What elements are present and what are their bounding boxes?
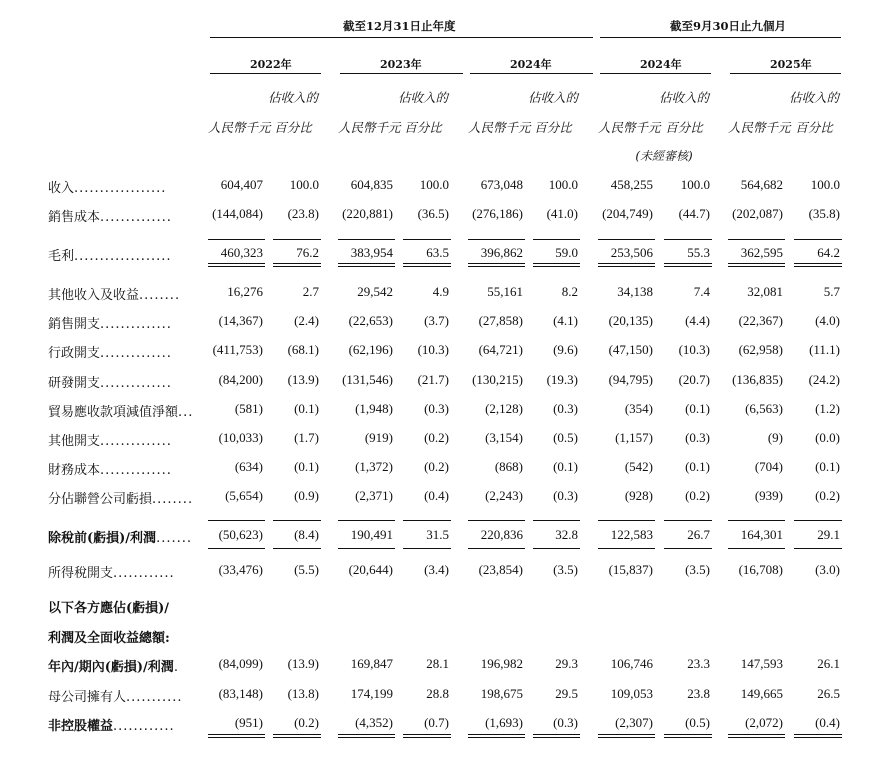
total-double-rule <box>598 734 655 738</box>
cell-percentage: (0.0) <box>815 430 840 445</box>
subtotal-rule <box>403 548 451 549</box>
cell-amount: 29,542 <box>357 284 393 299</box>
cell-percentage: 28.1 <box>426 656 449 671</box>
cell-amount: (411,753) <box>212 342 263 357</box>
row-label-text: 非控股權益 <box>48 719 114 734</box>
cell-percentage: (13.8) <box>287 686 319 701</box>
cell-percentage: 31.5 <box>426 527 449 542</box>
subtotal-rule <box>598 548 655 549</box>
total-double-rule <box>208 263 265 267</box>
row-label-text: 收入 <box>48 181 75 196</box>
cell-amount: 198,675 <box>480 686 523 701</box>
row-label <box>48 206 195 225</box>
total-double-rule <box>598 263 655 267</box>
cell-percentage: (24.2) <box>808 372 840 387</box>
cell-percentage: (23.8) <box>287 206 319 221</box>
cell-percentage: 7.4 <box>693 284 710 299</box>
subtotal-rule <box>794 239 842 240</box>
cell-percentage: (36.5) <box>417 206 449 221</box>
total-double-rule <box>728 734 785 738</box>
row-leader-dots: ............ <box>113 719 175 734</box>
total-double-rule <box>338 734 395 738</box>
group-rule-nine-months <box>600 37 841 38</box>
cell-amount: (84,099) <box>218 656 263 671</box>
cell-percentage: (0.3) <box>424 401 449 416</box>
row-label <box>48 342 195 361</box>
cell-percentage: 23.3 <box>687 656 710 671</box>
cell-percentage: 5.7 <box>823 284 840 299</box>
row-leader-dots: .............. <box>100 376 172 391</box>
group-rule-annual <box>210 37 593 38</box>
cell-amount: (50,623) <box>218 527 263 542</box>
cell-percentage: (19.3) <box>546 372 578 387</box>
row-label-text: 所得稅開支 <box>48 566 114 581</box>
year-rule-2024 <box>470 73 593 74</box>
year-2023: 2023年 <box>380 58 422 71</box>
cell-amount: (1,157) <box>615 430 653 445</box>
cell-amount: 106,746 <box>610 656 653 671</box>
row-label <box>48 656 195 675</box>
cell-amount: (581) <box>234 401 263 416</box>
row-label-text: 母公司擁有人 <box>48 690 127 705</box>
row-label <box>48 430 195 449</box>
row-leader-dots: .............. <box>100 434 172 449</box>
row-label <box>48 401 195 420</box>
cell-percentage: 100.0 <box>680 177 710 192</box>
subtotal-rule <box>468 548 525 549</box>
cell-percentage: 63.5 <box>426 245 449 260</box>
cell-amount: 604,407 <box>220 177 263 192</box>
cell-amount: (23,854) <box>478 562 523 577</box>
cell-percentage: (0.5) <box>685 715 710 730</box>
row-label-text: 銷售成本 <box>48 210 101 225</box>
cell-percentage: 8.2 <box>561 284 578 299</box>
row-leader-dots: .............. <box>100 463 172 478</box>
col-header-amount: 人民幣千元 <box>208 120 271 135</box>
cell-percentage: 29.1 <box>817 527 840 542</box>
subtotal-rule <box>598 520 655 521</box>
cell-percentage: (0.1) <box>294 459 319 474</box>
cell-percentage: (11.1) <box>809 342 840 357</box>
subtotal-rule <box>728 548 785 549</box>
unaudited-note: (未經審核) <box>635 149 693 163</box>
cell-percentage: (0.2) <box>815 488 840 503</box>
cell-amount: (62,196) <box>348 342 393 357</box>
row-leader-dots: .................. <box>74 181 167 196</box>
cell-percentage: (8.4) <box>294 527 319 542</box>
col-header-amount: 人民幣千元 <box>338 120 401 135</box>
cell-percentage: (0.3) <box>553 401 578 416</box>
cell-percentage: (0.3) <box>553 488 578 503</box>
cell-amount: (14,367) <box>218 313 263 328</box>
total-double-rule <box>533 263 580 267</box>
subtotal-rule <box>208 548 265 549</box>
row-label <box>48 527 195 546</box>
year-2024-nine-months: 2024年 <box>640 58 682 71</box>
cell-amount: (276,186) <box>472 206 523 221</box>
cell-amount: (939) <box>754 488 783 503</box>
cell-percentage: (10.3) <box>417 342 449 357</box>
cell-percentage: (13.9) <box>287 372 319 387</box>
row-label-text: 年內/期內(虧損)/利潤 <box>48 660 174 675</box>
subtotal-rule <box>403 239 451 240</box>
cell-percentage: 100.0 <box>810 177 840 192</box>
cell-percentage: 26.7 <box>687 527 710 542</box>
total-double-rule <box>468 263 525 267</box>
col-header-pct-line1: 佔收入的 <box>788 90 839 105</box>
cell-amount: 34,138 <box>617 284 653 299</box>
cell-amount: 169,847 <box>350 656 393 671</box>
cell-amount: (542) <box>624 459 653 474</box>
cell-percentage: (0.1) <box>553 459 578 474</box>
cell-amount: 174,199 <box>350 686 393 701</box>
col-header-pct-line2: 百分比 <box>404 120 442 135</box>
row-label-text: 貿易應收款項減值淨額 <box>48 405 179 420</box>
subtotal-rule <box>664 520 712 521</box>
cell-percentage: (0.1) <box>685 459 710 474</box>
cell-percentage: (9.6) <box>553 342 578 357</box>
cell-amount: (1,693) <box>485 715 523 730</box>
subtotal-rule <box>338 239 395 240</box>
cell-amount: 253,506 <box>610 245 653 260</box>
total-double-rule <box>338 263 395 267</box>
subtotal-rule <box>728 520 785 521</box>
row-leader-dots: ... <box>178 405 194 420</box>
cell-amount: (27,858) <box>478 313 523 328</box>
cell-amount: (62,958) <box>738 342 783 357</box>
cell-percentage: 64.2 <box>817 245 840 260</box>
cell-percentage: (5.5) <box>294 562 319 577</box>
subtotal-rule <box>273 548 321 549</box>
cell-percentage: 100.0 <box>548 177 578 192</box>
cell-amount: (204,749) <box>602 206 653 221</box>
year-2022: 2022年 <box>250 58 292 71</box>
subtotal-rule <box>533 520 580 521</box>
row-label-text: 分佔聯營公司虧損 <box>48 492 153 507</box>
cell-percentage: (0.4) <box>424 488 449 503</box>
total-double-rule <box>728 263 785 267</box>
cell-amount: (47,150) <box>608 342 653 357</box>
total-double-rule <box>794 734 842 738</box>
cell-amount: (15,837) <box>608 562 653 577</box>
cell-percentage: (13.9) <box>287 656 319 671</box>
cell-amount: (919) <box>364 430 393 445</box>
col-header-pct-line2: 百分比 <box>534 120 572 135</box>
cell-amount: (2,371) <box>355 488 393 503</box>
subtotal-rule <box>273 520 321 521</box>
subtotal-rule <box>338 520 395 521</box>
row-leader-dots: ....... <box>156 531 192 546</box>
cell-percentage: (3.5) <box>685 562 710 577</box>
cell-percentage: 32.8 <box>555 527 578 542</box>
total-double-rule <box>794 263 842 267</box>
row-label-text: 財務成本 <box>48 463 101 478</box>
cell-amount: (33,476) <box>218 562 263 577</box>
row-label <box>48 715 195 734</box>
col-header-pct-line2: 百分比 <box>274 120 312 135</box>
total-double-rule <box>533 734 580 738</box>
cell-percentage: (0.1) <box>815 459 840 474</box>
cell-percentage: (44.7) <box>678 206 710 221</box>
total-double-rule <box>208 734 265 738</box>
subtotal-rule <box>794 520 842 521</box>
cell-amount: (951) <box>234 715 263 730</box>
cell-amount: (10,033) <box>218 430 263 445</box>
cell-percentage: (10.3) <box>678 342 710 357</box>
row-label-text: 其他收入及收益 <box>48 288 140 303</box>
cell-percentage: (3.5) <box>553 562 578 577</box>
cell-amount: (928) <box>624 488 653 503</box>
cell-amount: 32,081 <box>747 284 783 299</box>
cell-amount: 396,862 <box>480 245 523 260</box>
cell-amount: (704) <box>754 459 783 474</box>
row-label-text: 研發開支 <box>48 376 101 391</box>
col-header-amount: 人民幣千元 <box>598 120 661 135</box>
cell-amount: (64,721) <box>478 342 523 357</box>
row-label-text: 行政開支 <box>48 346 101 361</box>
cell-percentage: (2.4) <box>294 313 319 328</box>
cell-percentage: (0.2) <box>294 715 319 730</box>
cell-amount: (136,835) <box>732 372 783 387</box>
cell-percentage: 29.3 <box>555 656 578 671</box>
cell-percentage: (4.0) <box>815 313 840 328</box>
row-leader-dots: . <box>173 660 179 675</box>
group-title-nine-months: 截至9月30日止九個月 <box>670 19 787 33</box>
cell-amount: (144,084) <box>212 206 263 221</box>
row-label <box>48 177 195 196</box>
cell-percentage: 100.0 <box>419 177 449 192</box>
subtotal-rule <box>468 239 525 240</box>
row-label <box>48 686 195 705</box>
cell-amount: (1,948) <box>355 401 393 416</box>
cell-amount: (220,881) <box>342 206 393 221</box>
cell-amount: (1,372) <box>355 459 393 474</box>
cell-amount: (2,072) <box>745 715 783 730</box>
subtotal-rule <box>468 520 525 521</box>
cell-amount: 164,301 <box>740 527 783 542</box>
cell-percentage: 55.3 <box>687 245 710 260</box>
row-leader-dots: .............. <box>100 210 172 225</box>
cell-percentage: (0.3) <box>685 430 710 445</box>
cell-amount: 362,595 <box>740 245 783 260</box>
cell-amount: (3,154) <box>485 430 523 445</box>
cell-percentage: (68.1) <box>287 342 319 357</box>
cell-percentage: 100.0 <box>289 177 319 192</box>
year-2024: 2024年 <box>510 58 552 71</box>
subtotal-rule <box>794 548 842 549</box>
cell-amount: 564,682 <box>740 177 783 192</box>
total-double-rule <box>664 734 712 738</box>
row-leader-dots: .............. <box>100 317 172 332</box>
cell-percentage: 26.5 <box>817 686 840 701</box>
row-leader-dots: ........... <box>126 690 183 705</box>
cell-amount: 109,053 <box>610 686 653 701</box>
col-header-pct-line1: 佔收入的 <box>267 90 318 105</box>
subtotal-rule <box>208 520 265 521</box>
cell-percentage: 23.8 <box>687 686 710 701</box>
cell-percentage: (35.8) <box>808 206 840 221</box>
row-label-text: 其他開支 <box>48 434 101 449</box>
cell-percentage: (0.1) <box>294 401 319 416</box>
cell-percentage: (0.2) <box>685 488 710 503</box>
cell-percentage: 59.0 <box>555 245 578 260</box>
cell-percentage: (4.1) <box>553 313 578 328</box>
cell-percentage: (21.7) <box>417 372 449 387</box>
cell-percentage: (0.9) <box>294 488 319 503</box>
cell-amount: (2,243) <box>485 488 523 503</box>
cell-amount: 460,323 <box>220 245 263 260</box>
cell-percentage: 4.9 <box>432 284 449 299</box>
cell-amount: (22,367) <box>738 313 783 328</box>
cell-percentage: 76.2 <box>296 245 319 260</box>
col-header-pct-line1: 佔收入的 <box>527 90 578 105</box>
cell-percentage: (4.4) <box>685 313 710 328</box>
cell-percentage: (0.3) <box>553 715 578 730</box>
row-label-text: 銷售開支 <box>48 317 101 332</box>
row-leader-dots: ........ <box>139 288 181 303</box>
cell-amount: (131,546) <box>342 372 393 387</box>
subtotal-rule <box>338 548 395 549</box>
total-double-rule <box>403 263 451 267</box>
cell-percentage: (0.2) <box>424 459 449 474</box>
cell-percentage: (0.7) <box>424 715 449 730</box>
row-label <box>48 562 195 581</box>
row-leader-dots: ................... <box>74 249 172 264</box>
row-label <box>48 372 195 391</box>
cell-amount: (9) <box>767 430 783 445</box>
row-label <box>48 627 195 646</box>
cell-amount: (4,352) <box>355 715 393 730</box>
year-rule-2025-nm <box>730 73 841 74</box>
cell-percentage: 2.7 <box>302 284 319 299</box>
row-label <box>48 313 195 332</box>
subtotal-rule <box>664 548 712 549</box>
cell-percentage: (0.2) <box>424 430 449 445</box>
cell-percentage: (41.0) <box>546 206 578 221</box>
row-label <box>48 488 195 507</box>
row-label-text: 以下各方應佔(虧損)/ <box>48 601 170 616</box>
cell-amount: (22,653) <box>348 313 393 328</box>
subtotal-rule <box>664 239 712 240</box>
total-double-rule <box>468 734 525 738</box>
cell-percentage: (3.7) <box>424 313 449 328</box>
subtotal-rule <box>728 239 785 240</box>
col-header-pct-line2: 百分比 <box>665 120 703 135</box>
col-header-pct-line1: 佔收入的 <box>658 90 709 105</box>
year-rule-2023 <box>340 73 463 74</box>
cell-amount: 55,161 <box>487 284 523 299</box>
cell-percentage: (3.0) <box>815 562 840 577</box>
cell-percentage: (0.4) <box>815 715 840 730</box>
year-2025-nine-months: 2025年 <box>770 58 812 71</box>
cell-amount: 190,491 <box>350 527 393 542</box>
cell-amount: (16,708) <box>738 562 783 577</box>
cell-amount: (2,128) <box>485 401 523 416</box>
cell-amount: (20,135) <box>608 313 653 328</box>
cell-percentage: (1.7) <box>294 430 319 445</box>
cell-amount: 149,665 <box>740 686 783 701</box>
subtotal-rule <box>533 548 580 549</box>
group-title-annual: 截至12月31日止年度 <box>343 19 456 33</box>
cell-amount: (634) <box>234 459 263 474</box>
year-rule-2024-nm <box>600 73 711 74</box>
cell-percentage: (3.4) <box>424 562 449 577</box>
col-header-amount: 人民幣千元 <box>468 120 531 135</box>
cell-amount: 122,583 <box>610 527 653 542</box>
subtotal-rule <box>598 239 655 240</box>
col-header-amount: 人民幣千元 <box>728 120 791 135</box>
cell-amount: (202,087) <box>732 206 783 221</box>
cell-amount: (6,563) <box>745 401 783 416</box>
cell-amount: 16,276 <box>227 284 263 299</box>
row-label <box>48 597 195 616</box>
subtotal-rule <box>273 239 321 240</box>
cell-amount: (20,644) <box>348 562 393 577</box>
subtotal-rule <box>208 239 265 240</box>
cell-amount: (354) <box>624 401 653 416</box>
row-label-text: 除稅前(虧損)/利潤 <box>48 531 157 546</box>
row-leader-dots: .............. <box>100 346 172 361</box>
cell-amount: (83,148) <box>218 686 263 701</box>
cell-amount: 196,982 <box>480 656 523 671</box>
cell-amount: (868) <box>494 459 523 474</box>
total-double-rule <box>273 734 321 738</box>
cell-percentage: (0.1) <box>685 401 710 416</box>
year-rule-2022 <box>210 73 321 74</box>
row-label-text: 毛利 <box>48 249 75 264</box>
cell-amount: 673,048 <box>480 177 523 192</box>
total-double-rule <box>664 263 712 267</box>
cell-percentage: (0.5) <box>553 430 578 445</box>
cell-amount: (84,200) <box>218 372 263 387</box>
subtotal-rule <box>533 239 580 240</box>
cell-amount: (5,654) <box>225 488 263 503</box>
total-double-rule <box>403 734 451 738</box>
row-label <box>48 459 195 478</box>
cell-amount: (130,215) <box>472 372 523 387</box>
cell-percentage: 28.8 <box>426 686 449 701</box>
cell-amount: 604,835 <box>350 177 393 192</box>
row-leader-dots: ........ <box>152 492 194 507</box>
cell-amount: 458,255 <box>610 177 653 192</box>
cell-percentage: 29.5 <box>555 686 578 701</box>
cell-percentage: (20.7) <box>678 372 710 387</box>
row-label <box>48 284 195 303</box>
cell-amount: (94,795) <box>608 372 653 387</box>
cell-percentage: (1.2) <box>815 401 840 416</box>
col-header-pct-line2: 百分比 <box>795 120 833 135</box>
cell-amount: 147,593 <box>740 656 783 671</box>
col-header-pct-line1: 佔收入的 <box>397 90 448 105</box>
row-label <box>48 245 195 264</box>
row-label-text: 利潤及全面收益總額: <box>48 631 170 646</box>
cell-percentage: 26.1 <box>817 656 840 671</box>
cell-amount: 220,836 <box>480 527 523 542</box>
total-double-rule <box>273 263 321 267</box>
cell-amount: 383,954 <box>350 245 393 260</box>
cell-amount: (2,307) <box>615 715 653 730</box>
subtotal-rule <box>403 520 451 521</box>
row-leader-dots: ............ <box>113 566 175 581</box>
